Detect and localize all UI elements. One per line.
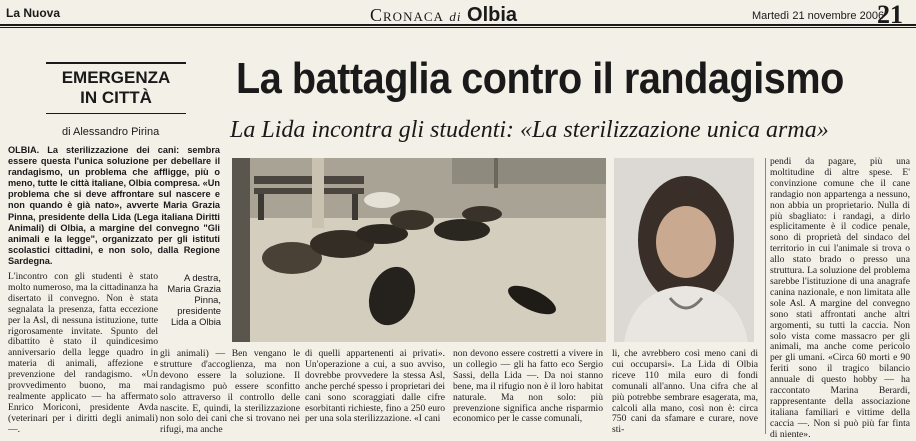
issue-date: Martedì 21 novembre 2006 bbox=[752, 10, 885, 22]
photo-caption: A destra, Maria Grazia Pinna, presidente Lida a Olbia bbox=[167, 272, 221, 327]
paper-name: La Nuova bbox=[6, 6, 61, 20]
body-column-5: li, che avrebbero così meno cani di cui occuparsi». La Lida di Olbia riceve 110 mila euro di fondi comunali all'anno. Una cifra che al più potrebbe sembrare esagerata, ma, calcoli alla mano, così non è: circa 750 cani da sfamare e curare, nove sti- bbox=[612, 348, 758, 436]
headline: La battaglia contro il randagismo bbox=[236, 54, 844, 103]
section-city: Olbia bbox=[467, 4, 518, 26]
body-column-6: pendi da pagare, più una moltitudine di altre spese. E' convinzione comune che il cane randagio non appartenga a nessuno, non abbia un proprietario. Nulla di più sbagliato: i randagi, a dirlo esplicitamente è il codice penale, sono di proprietà del sindaco del territorio in cui l'animale si trova o allo stato brado o presso una struttura. La soluzione del problema sarebbe l'istituzione di una anagrafe canina nazionale, e non limitata alle sole Asl. A margine del convegno sono stati affrontati anche altri argomenti, su tutti la caccia. Non solo vista come massacro per gli animali, ma anche come pericolo per gli umani. «Circa 60 morti e 90 feriti sono il tragico bilancio annuale di questo hobby — ha raccontato Marina Berardi, rappresentante della associazione italiana familiari e vittime della caccia —. Non si può più far finta di niente». bbox=[770, 156, 910, 440]
page-number: 21 bbox=[877, 0, 903, 29]
kicker-line-1: EMERGENZA bbox=[61, 68, 171, 87]
byline: di Alessandro Pirina bbox=[62, 126, 160, 138]
portrait-photo bbox=[614, 158, 754, 342]
masthead-rule-thin bbox=[0, 27, 916, 28]
subheadline: La Lida incontra gli studenti: «La sterilizzazione unica arma» bbox=[230, 117, 829, 143]
lead-paragraph: OLBIA. La sterilizzazione dei cani: sembra essere questa l'unica soluzione per debellare il randagismo, un problema che affligge, più o meno, tutte le città italiane, Olbia compresa. «Un problema che si deve affrontare sul nascere e non quando è già nato», avverte Maria Grazia Pinna, presidente della Lida (Lega italiana Diritti Animali) di Olbia, a margine del convegno "Gli animali e la legge", organizzato per gli istituti scolastici cittadini, e non solo, dalla Regione Sardegna. bbox=[8, 145, 220, 266]
masthead-rule bbox=[0, 24, 916, 26]
section-label: Cronaca bbox=[370, 5, 444, 25]
kicker-box bbox=[46, 62, 186, 114]
shelter-dogs-illustration bbox=[232, 158, 606, 342]
section-di: di bbox=[449, 9, 462, 24]
body-column-2: gli animali) — Ben vengano le strutture d'accoglienza, ma non devono essere la soluzione. Il randagismo può essere sconfitto solo attraverso il controllo delle nascite. E, quindi, la sterilizzazione non solo dei cani che si trovano nei rifugi, ma anche bbox=[160, 348, 300, 436]
kicker-line-2: IN CITTÀ bbox=[80, 88, 152, 107]
column-rule bbox=[765, 158, 766, 434]
body-column-4: non devono essere costretti a vivere in un collegio — gli ha fatto eco Sergio Sassi, della Lida —. Da noi stanno bene, ma il rifugio non è il loro habitat naturale. Ma non solo: più prevenzione significa anche risparmio economico per le casse comunali, bbox=[453, 348, 603, 425]
body-column-3: di quelli appartenenti ai privati». Un'operazione a cui, a suo avviso, dovrebbe provvedere la stessa Asl, anche perché spesso i proprietari dei cani sono scoraggiati dalle cifre esorbitanti richieste, fino a 250 euro per una sola sterilizzazione. «I cani bbox=[305, 348, 445, 425]
body-column-1: L'incontro con gli studenti è stato molto numeroso, ma la cittadinanza ha disertato il convegno. Non è stata segnalata la presenza, fatta eccezione per la Asl, di nessuna istituzione, tutte rigorosamente invitate. Spunto del dibattito è stato il quindicesimo anniversario della legge quadro in materia di animali, affezione e prevenzione del randagismo. «Un provvedimento buono, ma mai realmente applicato — ha affermato Enrico Moriconi, presidente Avda (veterinari per i diritti degli animali) —. bbox=[8, 271, 158, 435]
portrait-illustration bbox=[614, 158, 754, 342]
shelter-dogs-photo bbox=[232, 158, 606, 342]
